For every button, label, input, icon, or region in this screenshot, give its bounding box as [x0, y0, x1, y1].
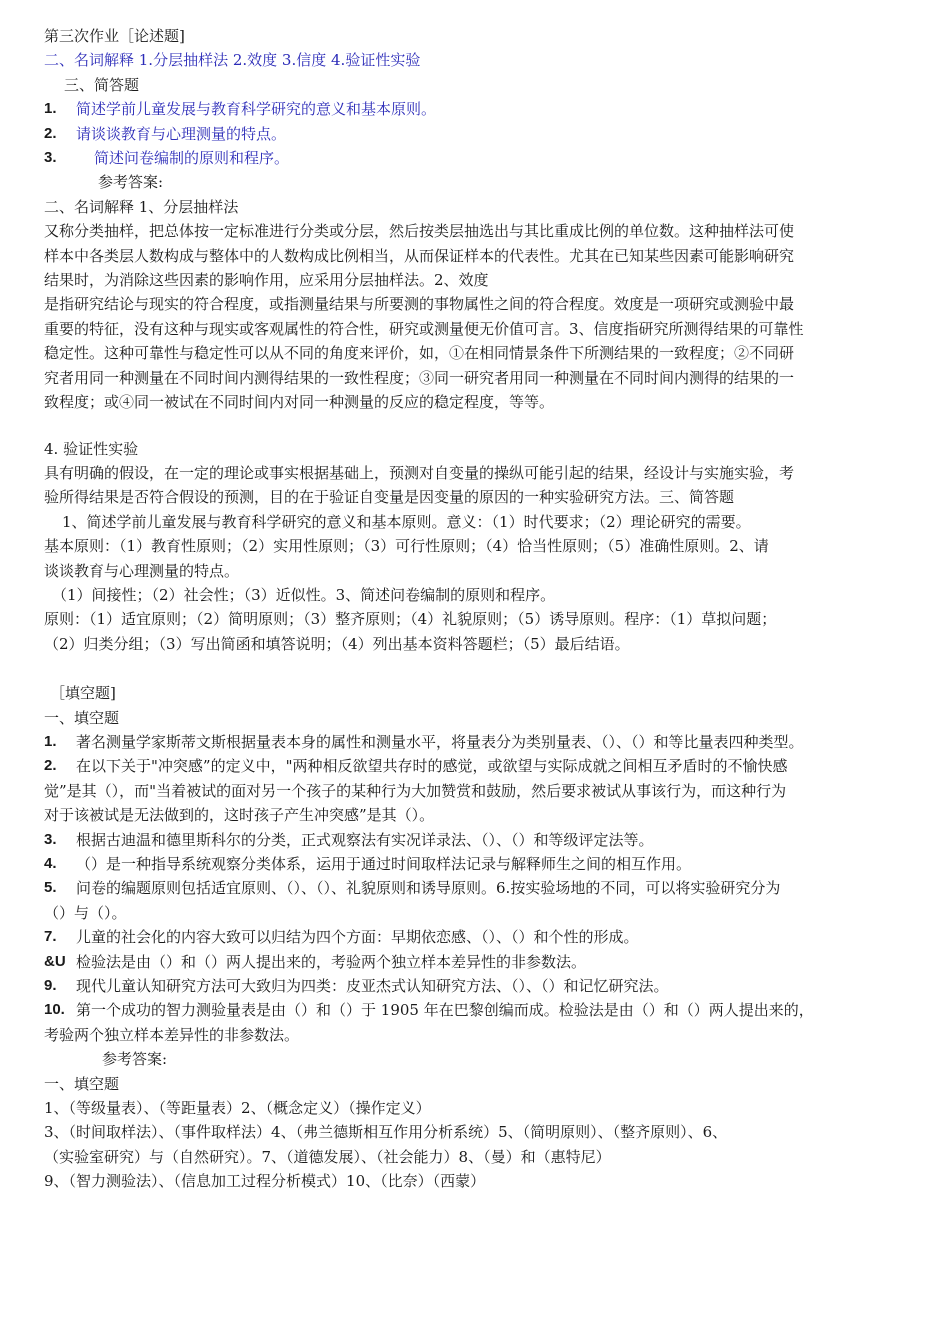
fill-item-number: 5.: [44, 879, 57, 897]
fill-item: [44, 974, 920, 998]
question-3-text: 简述问卷编制的原则和程序。: [94, 149, 290, 168]
fill-item: [44, 950, 920, 974]
answer-line: 结果时，为消除这些因素的影响作用，应采用分层抽样法。2、效度: [44, 271, 489, 290]
answer-terms-body: [44, 219, 920, 414]
answer-short-3: 原则：（1）适宜原则；（2）简明原则；（3）整齐原则；（4）礼貌原则；（5）诱导原则。程序：（1）草拟问题；: [44, 610, 777, 629]
fill-item: [44, 925, 920, 949]
fill-answer-line: 3、（时间取样法）、（事件取样法）4、（弗兰德斯相互作用分析系统）5、（简明原则）、（整齐原则）、6、: [44, 1123, 728, 1142]
fill-item-number: &U: [44, 952, 66, 970]
assignment-title: 第三次作业［论述题]: [44, 27, 185, 45]
answer-line: 又称分类抽样，把总体按一定标准进行分类或分层，然后按类层抽选出与其比重成比例的单位数。这种抽样法可使: [44, 222, 795, 241]
answer-4-heading: 4. 验证性实验: [44, 439, 139, 458]
fill-item: [44, 876, 920, 900]
fill-item-text: 根据古迪温和德里斯科尔的分类，正式观察法有实况详录法、（）、（）和等级评定法等。: [76, 830, 654, 849]
fill-item-number: 9.: [44, 977, 57, 995]
fill-item-number: 2.: [44, 757, 57, 775]
fill-title: ［填空题]: [50, 684, 116, 703]
fill-item: [44, 754, 920, 778]
answer-short-1: 1、简述学前儿童发展与教育科学研究的意义和基本原则。意义：（1）时代要求；（2）理论研究的需要。: [62, 512, 751, 531]
question-section-short: 三、简答题: [64, 75, 140, 94]
answer-heading: 二、名词解释 1、分层抽样法: [44, 197, 239, 216]
fill-item-text: 在以下关于"冲突感”的定义中，"两种相反欲望共存时的感觉，或欲望与实际成就之间相互矛盾时的不愉快感: [76, 757, 788, 776]
fill-item-continuation: 觉”是其（），而"当着被试的面对另一个孩子的某种行为大加赞赏和鼓励，然后要求被试从事该行为，而这种行为: [44, 781, 787, 800]
fill-item-text: 第一个成功的智力测验量表是由（）和（）于 1905 年在巴黎创编而成。检验法是由（）和（）两人提出来的，: [76, 1001, 814, 1020]
fill-answer-section: 一、填空题: [44, 1074, 120, 1093]
fill-answer-label: 参考答案:: [102, 1050, 168, 1069]
question-section-terms: 二、名词解释 1.分层抽样法 2.效度 3.信度 4.验证性实验: [44, 51, 421, 70]
fill-item-number: 7.: [44, 928, 57, 946]
question-2-text: 请谈谈教育与心理测量的特点。: [76, 124, 287, 143]
fill-item: [44, 730, 920, 754]
fill-item-number: 10.: [44, 1001, 65, 1019]
fill-item-continuation: （）与（）。: [44, 903, 127, 922]
fill-item: [44, 852, 920, 876]
answer-line: 究者用同一种测量在不同时间内测得结果的一致性程度；③同一研究者用同一种测量在不同时间内测得的结果的一: [44, 368, 795, 387]
answer-line: 验所得结果是否符合假设的预测，目的在于验证自变量是因变量的原因的一种实验研究方法。三、简答题: [44, 488, 735, 507]
question-2: [44, 122, 920, 146]
answer-line: 是指研究结论与现实的符合程度，或指测量结果与所要测的事物属性之间的符合程度。效度是一项研究或测验中最: [44, 295, 795, 314]
fill-item: [44, 828, 920, 852]
question-1: [44, 97, 920, 121]
answer-line: 具有明确的假设，在一定的理论或事实根据基础上，预测对自变量的操纵可能引起的结果，经设计与实施实验，考: [44, 463, 795, 482]
fill-item-text: 儿童的社会化的内容大致可以归结为四个方面：早期依恋感、（）、（）和个性的形成。: [76, 928, 639, 947]
fill-answer-line: 9、（智力测验法）、（信息加工过程分析模式）10、（比奈）（西蒙）: [44, 1172, 486, 1191]
answer-line: 重要的特征，没有这种与现实或客观属性的符合性，研究或测量便无价值可言。3、信度指研究所测得结果的可靠性: [44, 319, 804, 338]
answer-label: 参考答案:: [98, 173, 164, 192]
fill-item-text: 问卷的编题原则包括适宜原则、（）、（）、礼貌原则和诱导原则。6.按实验场地的不同，可以将实验研究分为: [76, 879, 781, 898]
fill-list: [44, 730, 920, 1047]
question-3: [44, 146, 920, 170]
answer-line: 致程度；或④同一被试在不同时间内对同一种测量的反应的稳定程度，等等。: [44, 393, 555, 412]
question-3-number: 3.: [44, 149, 57, 167]
fill-answer-line: 1、（等级量表）、（等距量表）2、（概念定义）（操作定义）: [44, 1099, 431, 1118]
question-2-number: 2.: [44, 124, 57, 142]
answer-short-1b: 基本原则：（1）教育性原则；（2）实用性原则；（3）可行性原则；（4）恰当性原则；（5）准确性原则。2、请: [44, 537, 769, 556]
fill-item-number: 1.: [44, 732, 57, 750]
answer-short-2b: （1）间接性；（2）社会性；（3）近似性。3、简述问卷编制的原则和程序。: [52, 585, 556, 604]
fill-item-continuation: 考验两个独立样本差异性的非参数法。: [44, 1025, 300, 1044]
answer-short-2: 谈谈教育与心理测量的特点。: [44, 561, 240, 580]
fill-item-text: 现代儿童认知研究方法可大致归为四类：皮亚杰式认知研究方法、（）、（）和记忆研究法。: [76, 977, 669, 996]
fill-item-text: 检验法是由（）和（）两人提出来的，考验两个独立样本差异性的非参数法。: [76, 952, 587, 971]
fill-answer-line: （实验室研究）与（自然研究）。7、（道德发展）、（社会能力）8、（曼）和（惠特尼）: [44, 1147, 611, 1166]
answer-line: 样本中各类层人数构成与整体中的人数构成比例相当，从而保证样本的代表性。尤其在已知某些因素可能影响研究: [44, 246, 795, 265]
fill-item: [44, 998, 920, 1022]
question-1-text: 简述学前儿童发展与教育科学研究的意义和基本原则。: [76, 100, 437, 119]
fill-item-number: 3.: [44, 830, 57, 848]
answer-short-3b: （2）归类分组；（3）写出简函和填答说明；（4）列出基本资料答题栏；（5）最后结语。: [44, 634, 630, 653]
question-1-number: 1.: [44, 100, 57, 118]
fill-item-continuation: 对于该被试是无法做到的，这时孩子产生冲突感”是其（）。: [44, 806, 435, 825]
fill-item-number: 4.: [44, 855, 57, 872]
fill-section: 一、填空题: [44, 708, 120, 727]
answer-line: 稳定性。这种可靠性与稳定性可以从不同的角度来评价，如，①在相同情景条件下所测结果的一致程度；②不同研: [44, 344, 795, 363]
fill-item-text: （）是一种指导系统观察分类体系，运用于通过时间取样法记录与解释师生之间的相互作用。: [76, 855, 692, 873]
fill-item-text: 著名测量学家斯蒂文斯根据量表本身的属性和测量水平，将量表分为类别量表、（）、（）和等比量表四种类型。: [76, 732, 804, 751]
